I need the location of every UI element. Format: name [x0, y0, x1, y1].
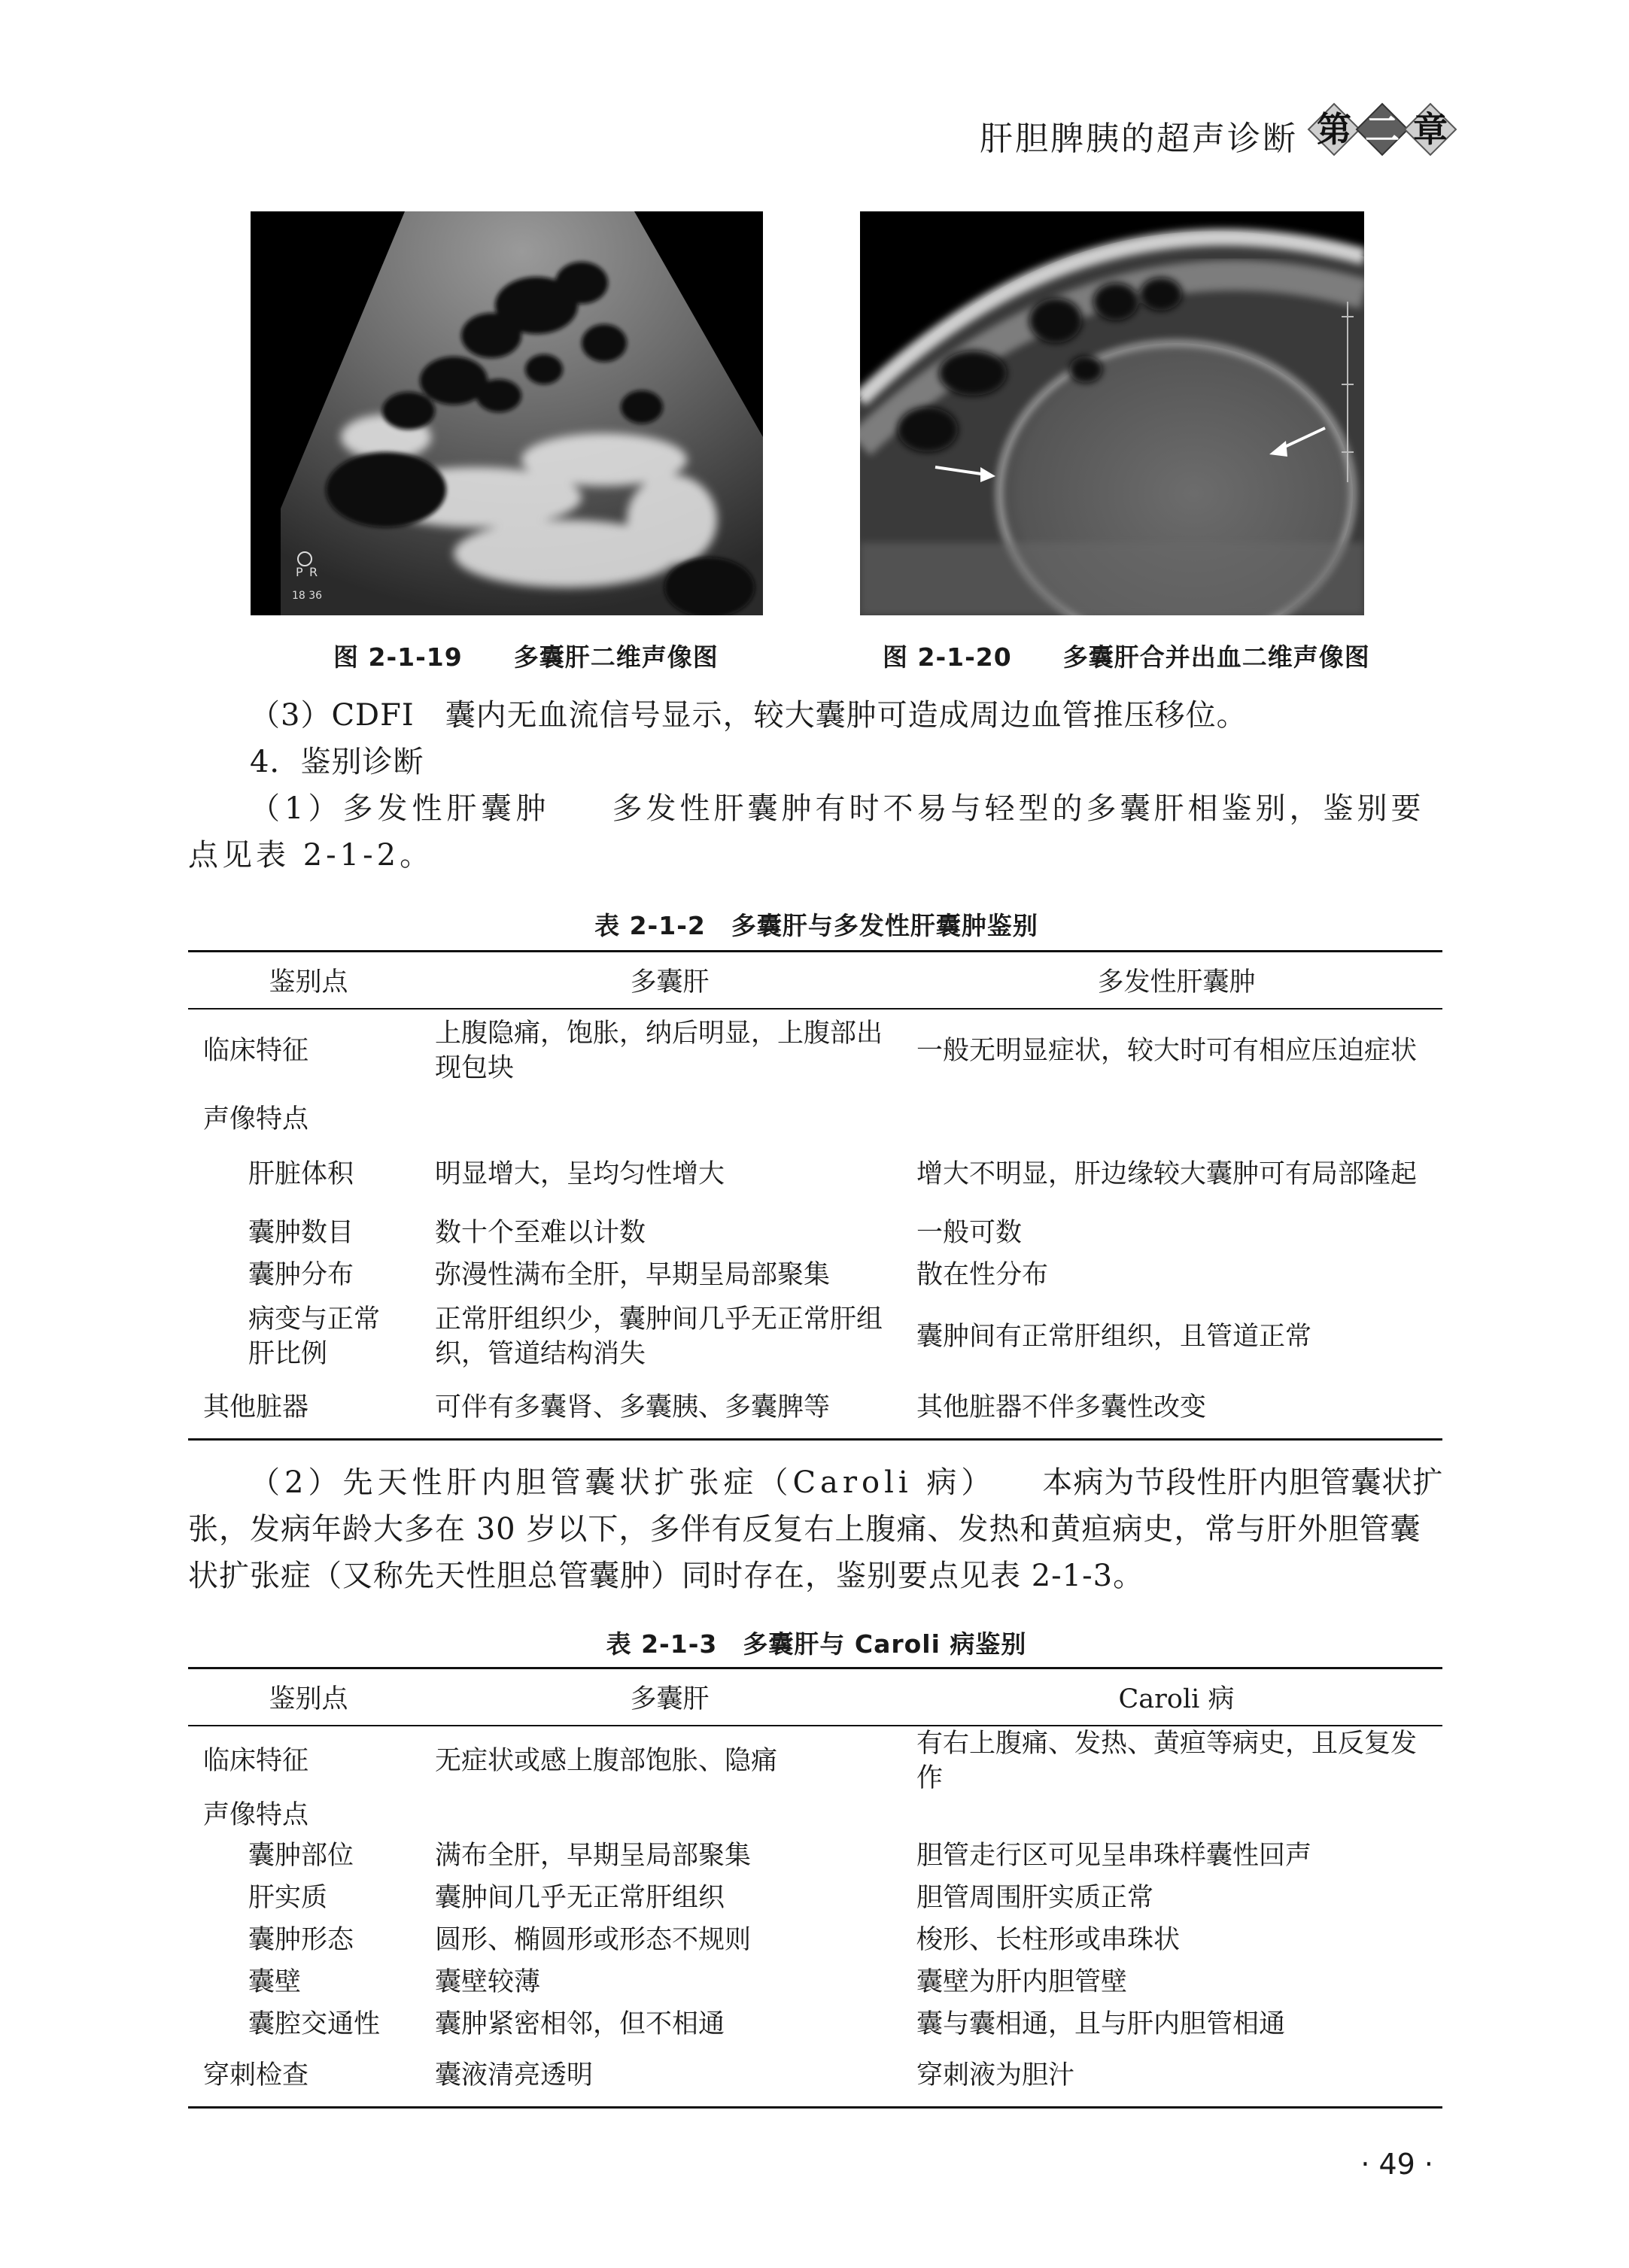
table-row: 囊肿部位 满布全肝，早期呈局部聚集 胆管走行区可见呈串珠样囊性回声	[248, 1841, 1312, 1871]
marker-line-1: P	[296, 565, 303, 579]
page-number: · 49 ·	[1360, 2148, 1433, 2181]
paragraph-caroli	[188, 1459, 1445, 1599]
figure-1-caption	[333, 638, 719, 673]
table-2-header-point: 鉴别点	[188, 1668, 429, 1726]
paragraph-cdfi-body: 囊内无血流信号显示，较大囊肿可造成周边血管推压移位。	[445, 698, 1248, 733]
table-row: 囊肿分布 弥漫性满布全肝，早期呈局部聚集 散在性分布	[248, 1260, 1049, 1290]
table-1-header-polycystic: 多囊肝	[429, 952, 910, 1010]
figure-1-number: 图 2-1-19	[333, 642, 463, 672]
table-1-header-point: 鉴别点	[188, 952, 429, 1010]
table-row: 肝实质 囊肿间几乎无正常肝组织 胆管周围肝实质正常	[248, 1883, 1154, 1913]
ultrasound-image-polycystic-liver	[251, 211, 763, 615]
running-title: 肝胆脾胰的超声诊断	[980, 120, 1298, 158]
figure-2-number: 图 2-1-20	[883, 642, 1012, 672]
table-1-header-multiple: 多发性肝囊肿	[910, 952, 1442, 1010]
table-polycystic-vs-caroli	[188, 1667, 1442, 2109]
marker-line-2: R	[309, 565, 318, 579]
table-row: 声像特点	[203, 1104, 309, 1134]
ultrasound-image-polycystic-liver-hemorrhage	[860, 211, 1364, 615]
table-row: 囊肿形态 圆形、椭圆形或形态不规则 梭形、长柱形或串珠状	[248, 1925, 1181, 1955]
chapter-char-1: 第	[1307, 102, 1361, 156]
paragraph-multiple-cysts-lead: （1）多发性肝囊肿	[250, 791, 551, 826]
paragraph-multiple-cysts	[188, 785, 1445, 879]
paragraph-multiple-cysts-body: 多发性肝囊肿有时不易与轻型的多囊肝相鉴别，鉴别要点见表 2-1-2。	[188, 791, 1425, 873]
table-row: 病变与正常肝比例 正常肝组织少，囊肿间几乎无正常肝组织，管道结构消失 囊肿间有正常肝组织，且管道正常	[248, 1304, 1312, 1369]
marker-line-3: 18 36	[292, 590, 323, 602]
paragraph-caroli-lead: （2）先天性肝内胆管囊状扩张症（Caroli 病）	[250, 1465, 981, 1500]
chapter-char-3: 章	[1403, 102, 1457, 156]
table-row: 穿刺检查 囊液清亮透明 穿刺液为胆汁	[203, 2060, 1075, 2091]
figure-2-title: 多囊肝合并出血二维声像图	[1062, 642, 1370, 672]
table-2-header-caroli: Caroli 病	[910, 1668, 1442, 1726]
paragraph-cdfi-lead: （3）CDFI	[250, 698, 415, 733]
table-polycystic-vs-multiple-cysts	[188, 950, 1442, 1441]
table-1-title: 表 2-1-2 多囊肝与多发性肝囊肿鉴别	[594, 911, 1038, 940]
table-row: 声像特点	[203, 1800, 309, 1830]
table-row: 囊腔交通性 囊肿紧密相邻，但不相通 囊与囊相通，且与肝内胆管相通	[248, 2009, 1286, 2039]
figure-2-caption	[883, 638, 1370, 673]
paragraph-cdfi	[188, 692, 1445, 739]
table-row: 其他脏器 可伴有多囊肾、多囊胰、多囊脾等 其他脏器不伴多囊性改变	[203, 1392, 1207, 1423]
table-row: 囊壁 囊壁较薄 囊壁为肝内胆管壁	[248, 1967, 1128, 1997]
table-2-title: 表 2-1-3 多囊肝与 Caroli 病鉴别	[606, 1629, 1027, 1659]
table-row: 囊肿数目 数十个至难以计数 一般可数	[248, 1218, 1023, 1248]
table-2-header-polycystic: 多囊肝	[429, 1668, 910, 1726]
table-row: 临床特征 上腹隐痛，饱胀，纳后明显，上腹部出现包块 一般无明显症状，较大时可有相应压迫症状	[203, 1018, 1418, 1083]
chapter-char-2: 二	[1355, 102, 1409, 156]
paragraph-caroli-body: 本病为节段性肝内胆管囊状扩张，发病年龄大多在 30 岁以下，多伴有反复右上腹痛、发热和黄疸病史，常与肝外胆管囊状扩张症（又称先天性胆总管囊肿）同时存在，鉴别要点见表 2-1-3。	[188, 1465, 1444, 1593]
table-row: 肝脏体积 明显增大，呈均匀性增大 增大不明显，肝边缘较大囊肿可有局部隆起	[248, 1159, 1418, 1189]
table-row: 临床特征 无症状或感上腹部饱胀、隐痛 有右上腹痛、发热、黄疸等病史，且反复发作	[203, 1729, 1418, 1793]
chapter-badge	[1307, 96, 1457, 164]
figure-1-title: 多囊肝二维声像图	[513, 642, 719, 672]
section-heading-differential: 4．鉴别诊断	[250, 745, 424, 779]
